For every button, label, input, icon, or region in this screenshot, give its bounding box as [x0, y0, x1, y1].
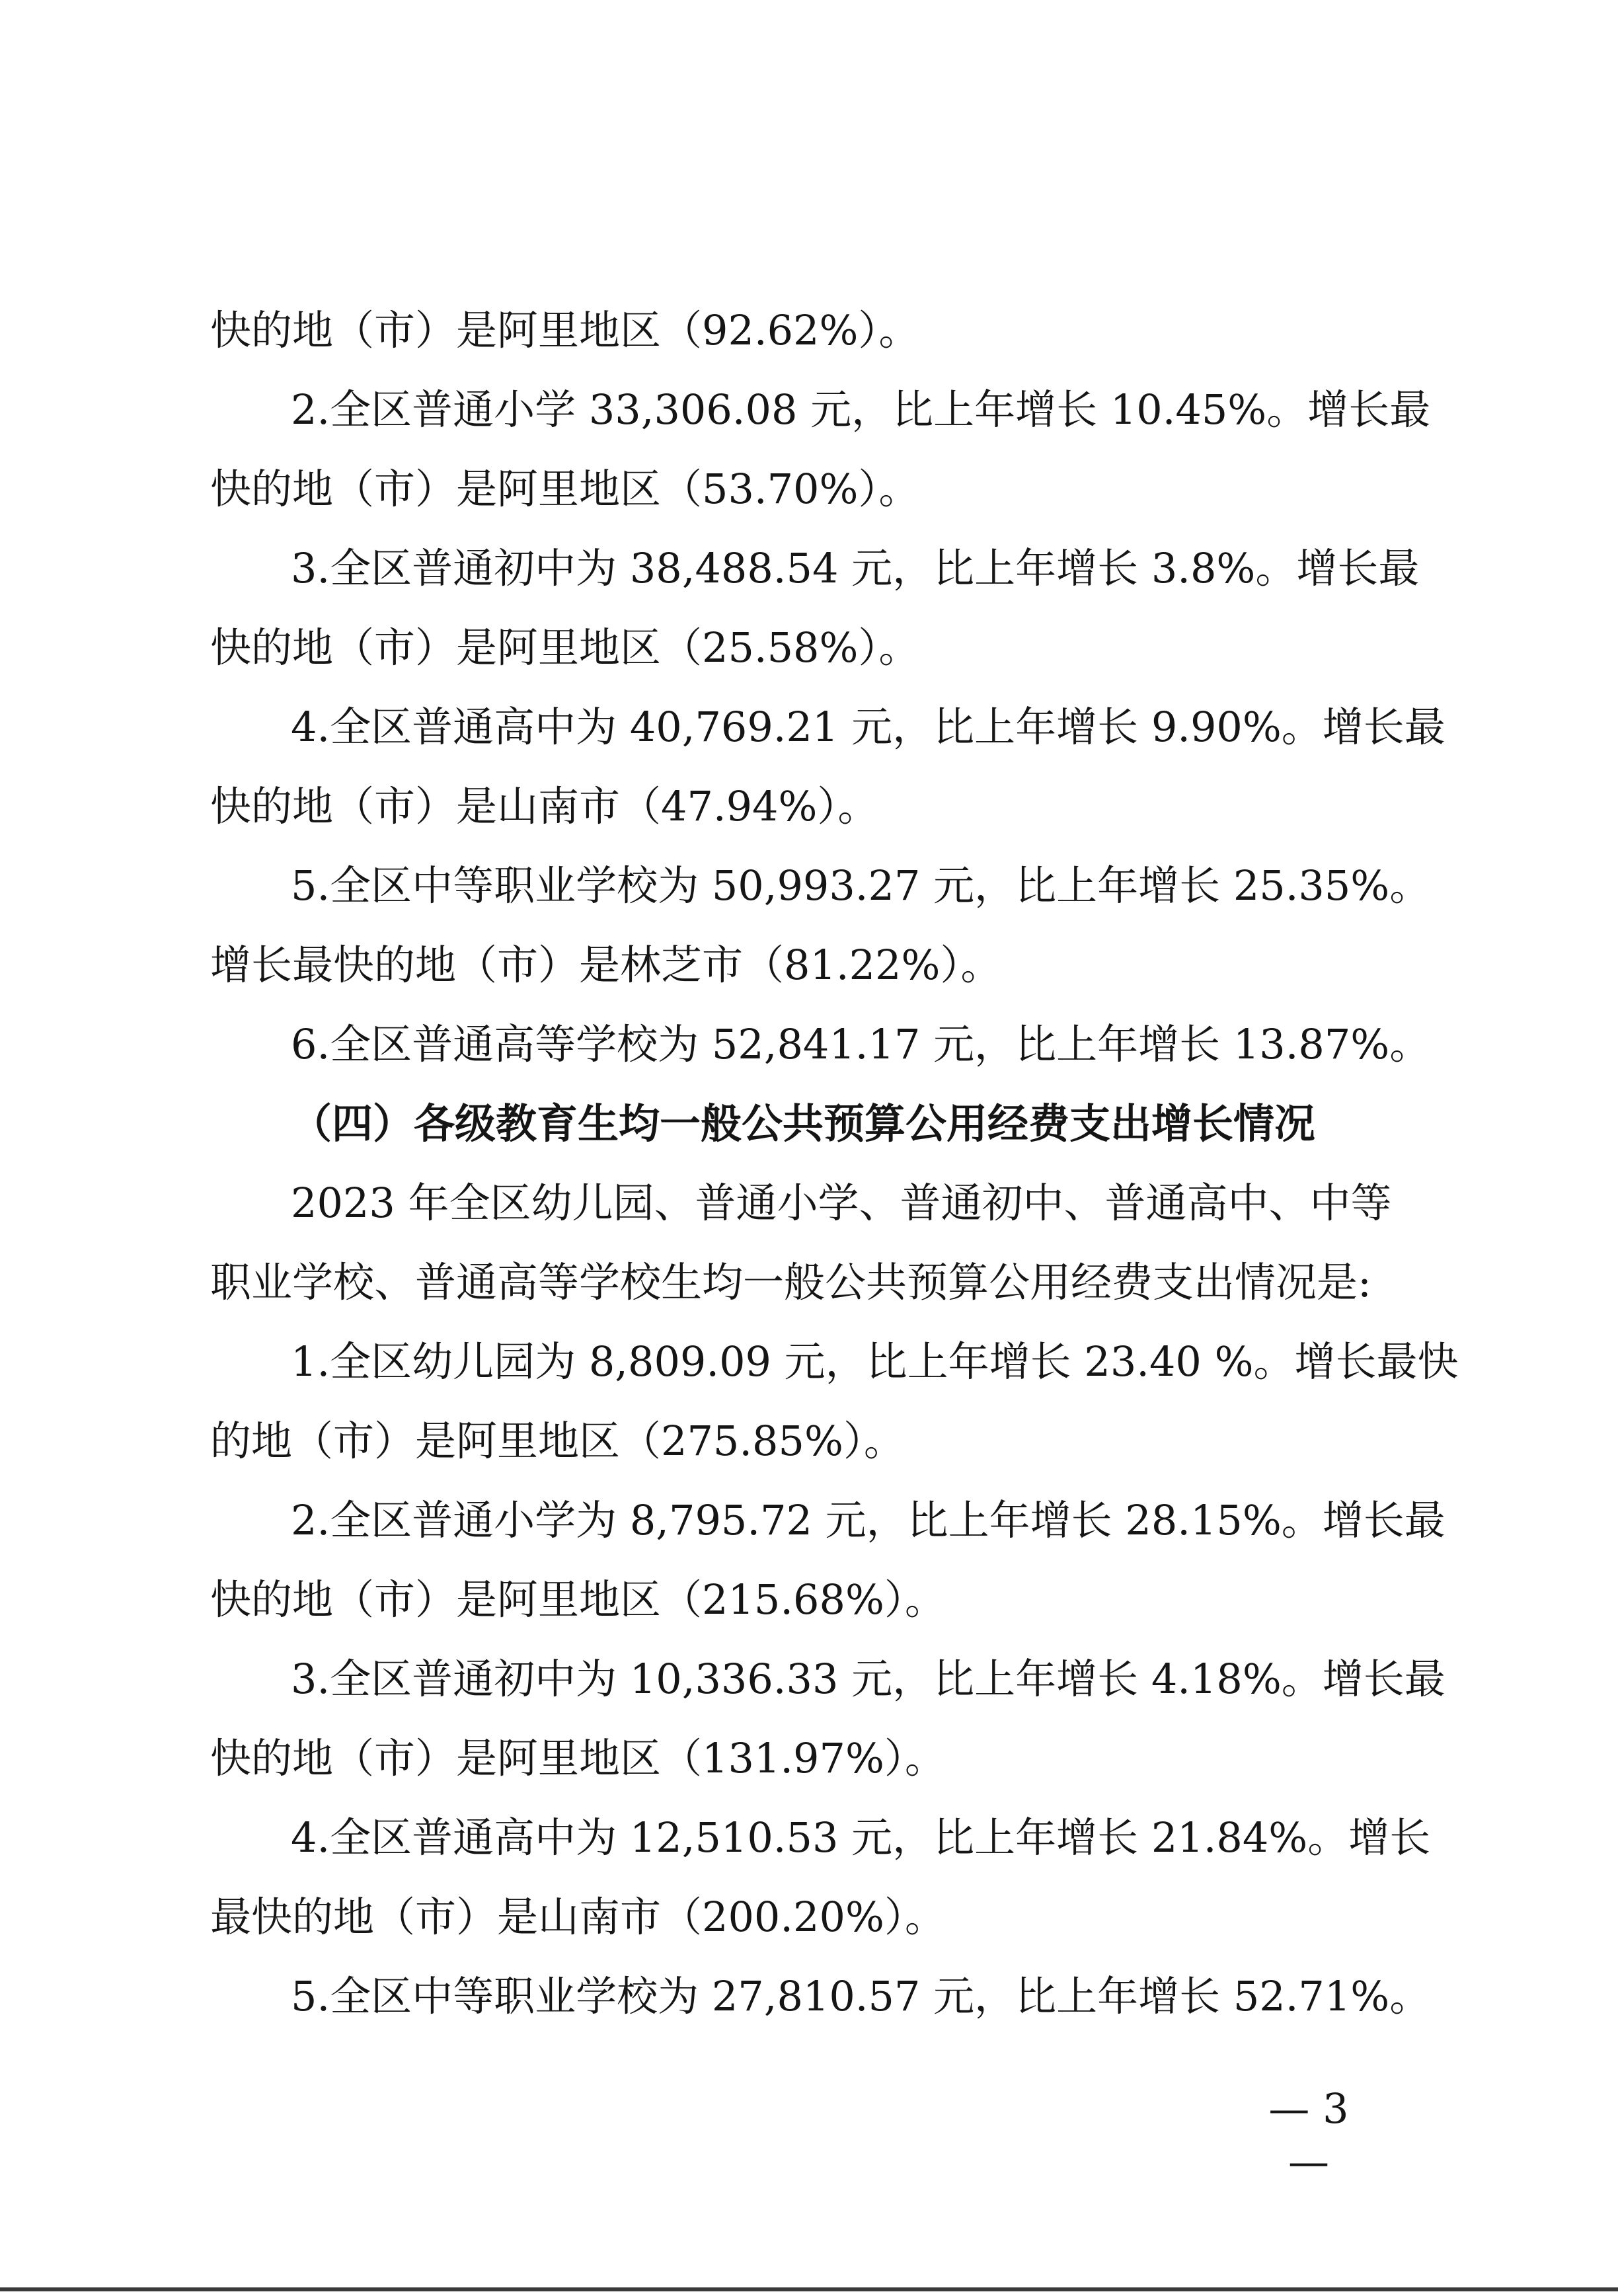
scan-bottom-edge — [0, 2287, 1618, 2291]
paragraph-line-item-5: 5.全区中等职业学校为 50,993.27 元，比上年增长 25.35%。 — [291, 861, 1431, 910]
paragraph-line-item-1: 1.全区幼儿园为 8,809.09 元，比上年增长 23.40 %。增长最快 — [291, 1337, 1459, 1386]
paragraph-line-item-2: 2.全区普通小学 33,306.08 元，比上年增长 10.45%。增长最 — [291, 385, 1431, 434]
paragraph-line-item-4: 4.全区普通高中为 12,510.53 元，比上年增长 21.84%。增长 — [291, 1813, 1431, 1862]
paragraph-line-item-3: 3.全区普通初中为 10,336.33 元，比上年增长 4.18%。增长最 — [291, 1655, 1445, 1703]
section-heading: （四）各级教育生均一般公共预算公用经费支出增长情况 — [291, 1099, 1316, 1148]
paragraph-line-continuation: 快的地（市）是山南市（47.94%）。 — [210, 782, 879, 830]
paragraph-line-continuation: 最快的地（市）是山南市（200.20%）。 — [210, 1893, 946, 1941]
paragraph-line-item-6: 6.全区普通高等学校为 52,841.17 元，比上年增长 13.87%。 — [291, 1020, 1431, 1068]
paragraph-line-item-2: 2.全区普通小学为 8,795.72 元，比上年增长 28.15%。增长最 — [291, 1496, 1445, 1544]
paragraph-line-item-4: 4.全区普通高中为 40,769.21 元，比上年增长 9.90%。增长最 — [291, 703, 1445, 751]
page-number: — 3 — — [1268, 2084, 1349, 2186]
paragraph-line-continuation: 快的地（市）是阿里地区（131.97%）。 — [210, 1734, 946, 1782]
paragraph-line-continuation: 快的地（市）是阿里地区（53.70%）。 — [210, 465, 920, 513]
paragraph-line-continuation: 职业学校、普通高等学校生均一般公共预算公用经费支出情况是: — [210, 1258, 1371, 1306]
paragraph-line-continuation: 快的地（市）是阿里地区（92.62%）。 — [210, 306, 920, 354]
paragraph-line-continuation: 增长最快的地（市）是林芝市（81.22%）。 — [210, 941, 1002, 989]
paragraph-line-item-5: 5.全区中等职业学校为 27,810.57 元，比上年增长 52.71%。 — [291, 1972, 1431, 2020]
paragraph-line-item-3: 3.全区普通初中为 38,488.54 元，比上年增长 3.8%。增长最 — [291, 544, 1420, 592]
paragraph-line-continuation: 快的地（市）是阿里地区（215.68%）。 — [210, 1575, 946, 1624]
paragraph-line-intro: 2023 年全区幼儿园、普通小学、普通初中、普通高中、中等 — [291, 1179, 1392, 1227]
paragraph-line-continuation: 快的地（市）是阿里地区（25.58%）。 — [210, 623, 920, 672]
paragraph-line-continuation: 的地（市）是阿里地区（275.85%）。 — [210, 1417, 905, 1465]
